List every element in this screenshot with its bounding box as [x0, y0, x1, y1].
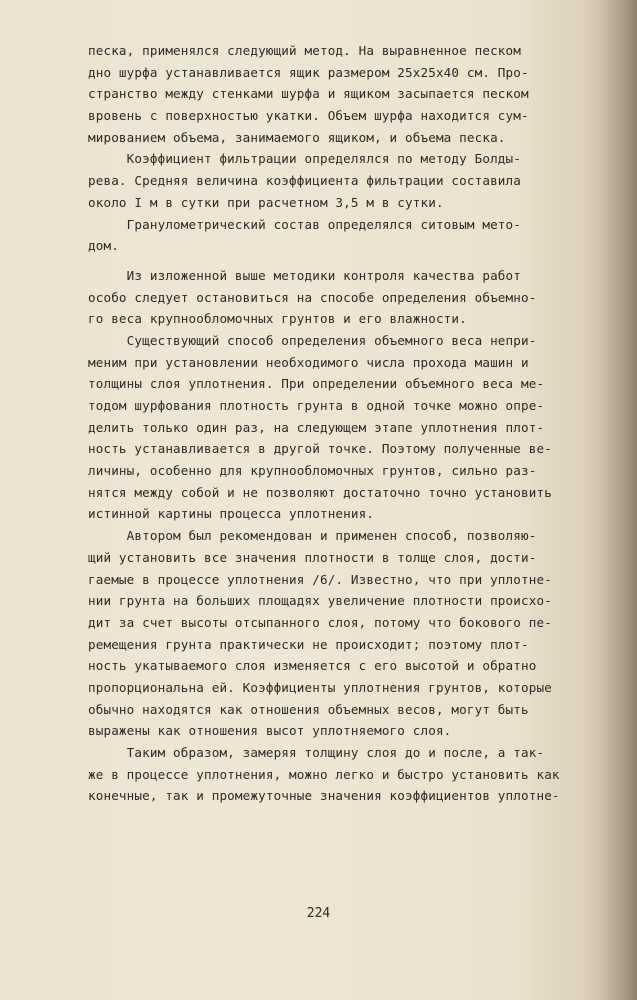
- page-number: 224: [306, 906, 331, 921]
- text-line: выражены как отношения высот уплотняемого слоя.: [88, 723, 452, 739]
- text-line: рева. Средняя величина коэффициента фильтрации составила: [88, 173, 521, 189]
- text-line: Из изложенной выше методики контроля качества работ: [88, 267, 521, 283]
- body-text: [88, 40, 608, 807]
- text-line: истинной картины процесса уплотнения.: [88, 506, 375, 522]
- text-line: особо следует остановиться на способе определения объемно-: [88, 289, 537, 305]
- text-line: Существующий способ определения объемного веса непри-: [88, 332, 537, 348]
- text-line: ность укатываемого слоя изменяется с его высотой и обратно: [88, 658, 537, 674]
- text-line: делить только один раз, на следующем этапе уплотнения плот-: [88, 419, 545, 435]
- paragraph-gap: [88, 257, 608, 265]
- text-line: ремещения грунта практически не происходит; поэтому плот-: [88, 636, 529, 652]
- text-line: мированием объема, занимаемого ящиком, и объема песка.: [88, 129, 506, 145]
- text-line: щий установить все значения плотности в толще слоя, дости-: [88, 549, 537, 565]
- text-line: толщины слоя уплотнения. При определении объемного веса ме-: [88, 376, 545, 392]
- text-line: песка, применялся следующий метод. На выравненное песком: [88, 43, 521, 58]
- text-line: личины, особенно для крупнообломочных грунтов, сильно раз-: [88, 463, 537, 479]
- text-line: дом.: [88, 238, 119, 254]
- text-line: Гранулометрический состав определялся ситовым мето-: [88, 216, 521, 232]
- text-line: Коэффициент фильтрации определялся по методу Болды-: [88, 151, 521, 167]
- text-line: нии грунта на больших площадях увеличение плотности происхо-: [88, 593, 552, 609]
- text-line: меним при установлении необходимого числа прохода машин и: [88, 354, 529, 370]
- text-line: тодом шурфования плотность грунта в одной точке можно опре-: [88, 398, 545, 413]
- text-line: обычно находятся как отношения объемных весов, могут быть: [88, 701, 529, 717]
- text-line: около I м в сутки при расчетном 3,5 м в сутки.: [88, 194, 444, 210]
- text-line: нятся между собой и не позволяют достаточно точно установить: [88, 484, 552, 500]
- text-line: пропорциональна ей. Коэффициенты уплотнения грунтов, которые: [88, 679, 552, 695]
- text-line: Таким образом, замеряя толщину слоя до и после, а так-: [88, 745, 545, 760]
- text-line: вровень с поверхностью укатки. Объем шурфа находится сум-: [88, 108, 529, 124]
- text-line: дит за счет высоты отсыпанного слоя, потому что бокового пе-: [88, 614, 552, 630]
- text-line: ность устанавливается в другой точке. Поэтому полученные ве-: [88, 441, 552, 457]
- text-line: го веса крупнообломочных грунтов и его влажности.: [88, 311, 467, 327]
- text-line: гаемые в процессе уплотнения /6/. Известно, что при уплотне-: [88, 571, 552, 587]
- text-line: конечные, так и промежуточные значения коэффициентов уплотне-: [88, 788, 560, 804]
- text-line: же в процессе уплотнения, можно легко и быстро установить как: [88, 766, 560, 782]
- text-line: дно шурфа устанавливается ящик размером 25x25x40 см. Про-: [88, 64, 529, 80]
- text-line: странство между стенками шурфа и ящиком засыпается песком: [88, 86, 529, 102]
- text-line: Автором был рекомендован и применен способ, позволяю-: [88, 528, 537, 544]
